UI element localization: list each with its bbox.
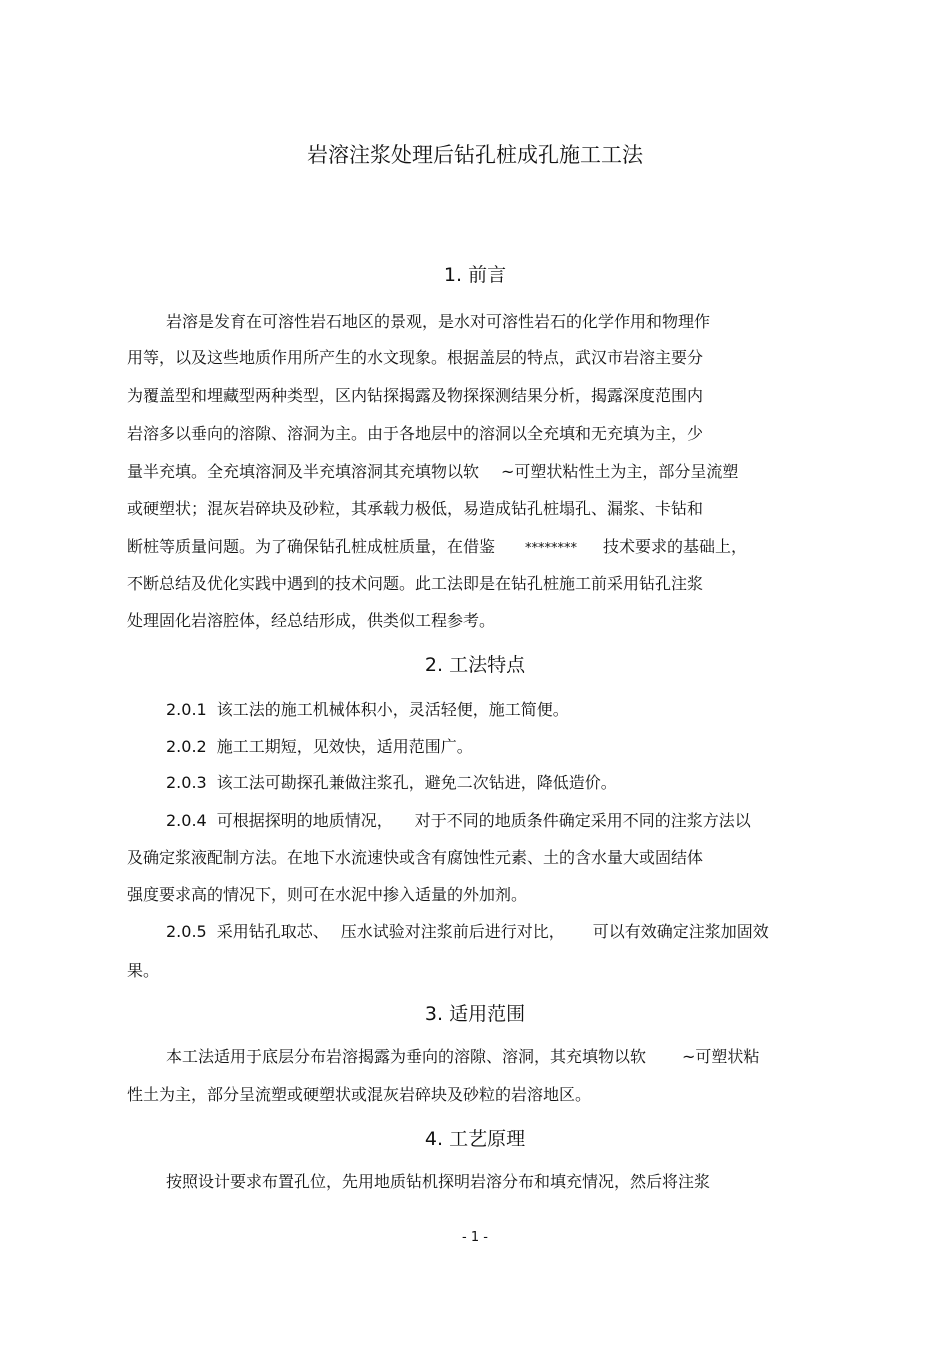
page-number: - 1 -: [462, 1230, 488, 1245]
list-item: [166, 772, 617, 794]
item-number: 2.0.2: [166, 737, 207, 756]
item-number: 2.0.5: [166, 922, 207, 941]
item-text: 该工法的施工机械体积小，灵活轻便，施工简便。: [216, 700, 569, 719]
list-item: [166, 699, 569, 721]
paragraph-line: 或硬塑状；混灰岩碎块及砂粒，其承载力极低，易造成钻孔桩塌孔、漏浆、卡钻和: [127, 499, 704, 518]
section-heading-principle: 4. 工艺原理: [424, 1128, 526, 1150]
paragraph-line: 处理固化岩溶腔体，经总结形成，供类似工程参考。: [127, 611, 496, 630]
paragraph-line: 性土为主，部分呈流塑或硬塑状或混灰岩碎块及砂粒的岩溶地区。: [127, 1085, 592, 1104]
item-number: 2.0.4: [166, 811, 207, 830]
item-text: 可根据探明的地质情况，: [216, 811, 393, 830]
paragraph-line: 及确定浆液配制方法。在地下水流速快或含有腐蚀性元素、土的含水量大或固结体: [127, 848, 704, 867]
item-text: 可以有效确定注浆加固效: [592, 922, 769, 941]
item-text: 施工工期短，见效快，适用范围广。: [216, 737, 473, 756]
paragraph-line: 强度要求高的情况下，则可在水泥中掺入适量的外加剂。: [127, 885, 528, 904]
list-item: [166, 736, 473, 758]
paragraph-line: 不断总结及优化实践中遇到的技术问题。此工法即是在钻孔桩施工前采用钻孔注浆: [127, 574, 704, 593]
item-number: 2.0.3: [166, 773, 207, 792]
paragraph-line: 岩溶多以垂向的溶隙、溶洞为主。由于各地层中的溶洞以全充填和无充填为主，少: [127, 424, 704, 443]
section-heading-preface: 1. 前言: [443, 264, 507, 286]
paragraph-line: 果。: [127, 961, 160, 980]
paragraph-line: 为覆盖型和埋藏型两种类型，区内钻探揭露及物探探测结果分析，揭露深度范围内: [127, 386, 704, 405]
section-heading-features: 2. 工法特点: [424, 654, 526, 676]
document-title: 岩溶注浆处理后钻孔桩成孔施工工法: [307, 143, 643, 167]
line-segment: 技术要求的基础上，: [603, 537, 748, 556]
line-segment: 断桩等质量问题。为了确保钻孔桩成桩质量，在借鉴: [127, 537, 496, 556]
item-text: 压水试验对注浆前后进行对比，: [340, 922, 565, 941]
list-item: [166, 810, 751, 832]
item-number: 2.0.1: [166, 700, 207, 719]
line-segment: ~可塑状粘: [682, 1047, 760, 1066]
paragraph-line: [127, 536, 747, 560]
item-text: 采用钻孔取芯、: [216, 922, 329, 941]
item-text: 对于不同的地质条件确定采用不同的注浆方法以: [414, 811, 751, 830]
paragraph-line: [166, 1046, 759, 1068]
section-heading-scope: 3. 适用范围: [424, 1003, 526, 1025]
line-segment: ~可塑状粘性土为主，部分呈流塑: [501, 462, 739, 481]
item-text: 该工法可勘探孔兼做注浆孔，避免二次钻进，降低造价。: [216, 773, 617, 792]
paragraph-line: [127, 461, 738, 483]
list-item: [166, 921, 769, 943]
line-segment: 本工法适用于底层分布岩溶揭露为垂向的溶隙、溶洞，其充填物以软: [166, 1047, 647, 1066]
paragraph-line: 岩溶是发育在可溶性岩石地区的景观，是水对可溶性岩石的化学作用和物理作: [166, 312, 711, 331]
redacted-text: ********: [525, 541, 578, 556]
paragraph-line: 用等，以及这些地质作用所产生的水文现象。根据盖层的特点，武汉市岩溶主要分: [127, 348, 704, 367]
paragraph-line: 按照设计要求布置孔位，先用地质钻机探明岩溶分布和填充情况，然后将注浆: [166, 1172, 711, 1191]
line-segment: 量半充填。全充填溶洞及半充填溶洞其充填物以软: [127, 462, 480, 481]
